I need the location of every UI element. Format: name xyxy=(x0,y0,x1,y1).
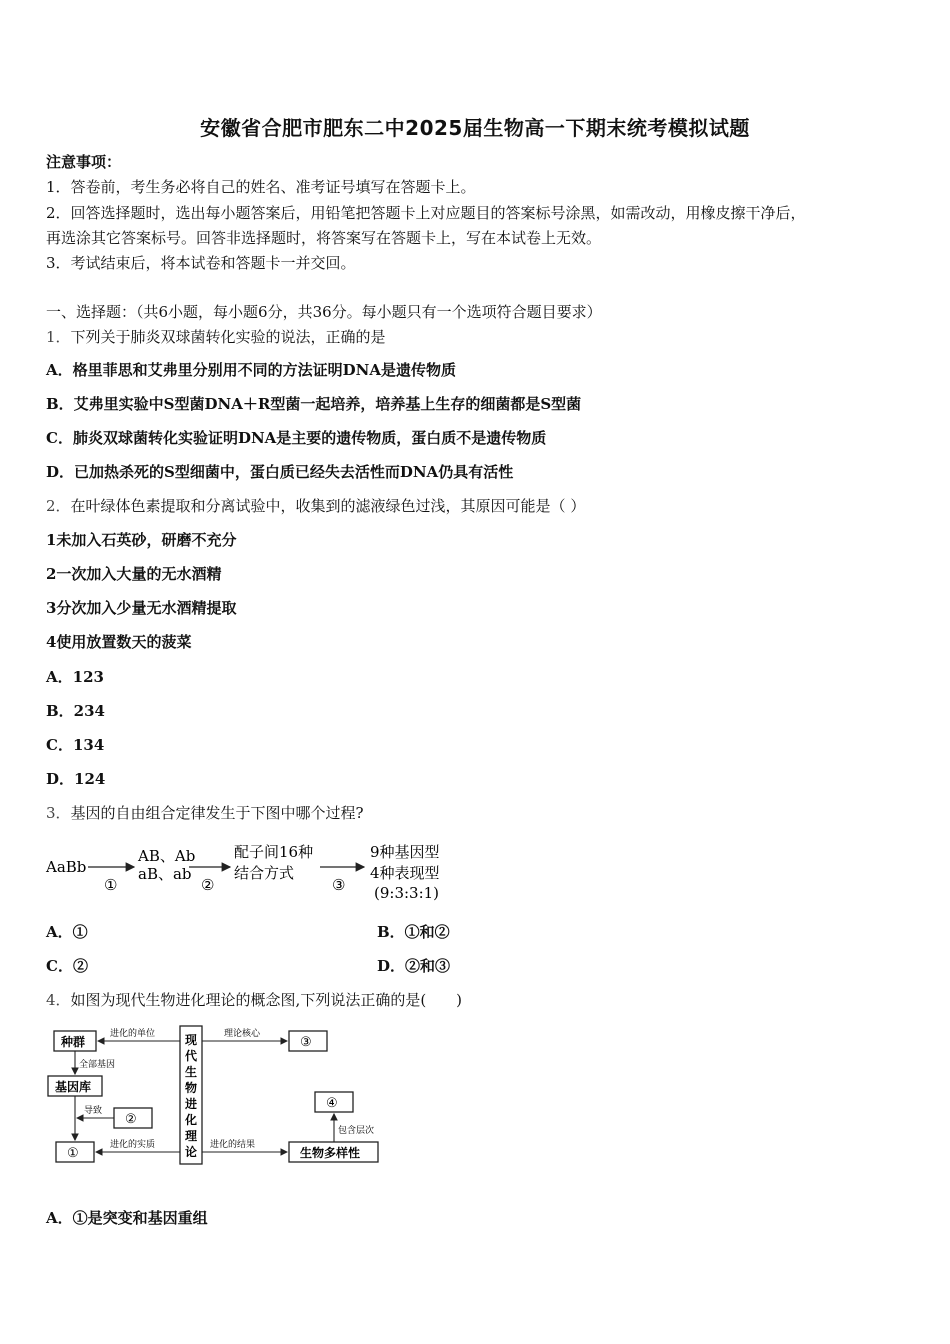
question-number: 4． xyxy=(46,991,71,1009)
q2-item-1: 1未加入石英砂，研磨不充分 xyxy=(46,531,237,549)
label-1: ① xyxy=(67,1146,79,1161)
label-2: ② xyxy=(125,1112,137,1127)
q3-option-b: B．①和② xyxy=(377,923,450,941)
combination-label-2: 结合方式 xyxy=(234,864,295,882)
center-char: 代 xyxy=(185,1049,198,1063)
diversity-label: 生物多样性 xyxy=(300,1146,361,1160)
notice-item: 1．答卷前，考生务必将自己的姓名、准考证号填写在答题卡上。 xyxy=(46,178,476,196)
label-4: ④ xyxy=(326,1096,338,1111)
gamete-label-1: AB、Ab xyxy=(138,847,196,865)
result-label-3: (9:3:3:1) xyxy=(374,884,440,902)
center-char: 物 xyxy=(185,1081,198,1095)
combination-label-1: 配子间16种 xyxy=(234,843,314,861)
q4-concept-map xyxy=(44,1022,389,1170)
center-char: 论 xyxy=(185,1145,198,1159)
label-evolution-essence: 进化的实质 xyxy=(110,1140,156,1150)
q2-option-d: D．124 xyxy=(46,770,106,788)
q1-option-a: A．格里菲思和艾弗里分别用不同的方法证明DNA是遗传物质 xyxy=(46,361,456,379)
q1-option-b: B．艾弗里实验中S型菌DNA＋R型菌一起培养，培养基上生存的细菌都是S型菌 xyxy=(46,395,582,413)
page-title: 安徽省合肥市肥东二中2025届生物高一下期末统考模拟试题 xyxy=(200,116,750,140)
notice-item: 3．考试结束后，将本试卷和答题卡一并交回。 xyxy=(46,254,356,272)
q1-option-c: C．肺炎双球菌转化实验证明DNA是主要的遗传物质，蛋白质不是遗传物质 xyxy=(46,429,547,447)
question-number: 2． xyxy=(46,497,71,515)
q3-option-a: A．① xyxy=(46,923,88,941)
gene-pool-label: 基因库 xyxy=(55,1080,92,1094)
question-text: 基因的自由组合定律发生于下图中哪个过程? xyxy=(70,804,364,822)
q2-item-2: 2一次加入大量的无水酒精 xyxy=(46,565,222,583)
section-heading: 一、选择题：（共6小题，每小题6分，共36分。每小题只有一个选项符合题目要求） xyxy=(46,303,602,321)
question-text: 下列关于肺炎双球菌转化实验的说法，正确的是 xyxy=(70,328,386,346)
label-theory-core: 理论核心 xyxy=(224,1029,261,1039)
label-3: ③ xyxy=(300,1035,312,1050)
population-label: 种群 xyxy=(61,1035,86,1049)
question-2-stem xyxy=(46,496,585,516)
label-evolution-unit: 进化的单位 xyxy=(110,1029,156,1039)
notice-item: 2．回答选择题时，选出每小题答案后，用铅笔把答题卡上对应题目的答案标号涂黑，如需改动，用橡皮擦干净后， xyxy=(46,204,806,222)
q3-process-diagram xyxy=(44,838,464,906)
center-char: 化 xyxy=(185,1113,198,1127)
question-text: 如图为现代生物进化理论的概念图,下列说法正确的是( ) xyxy=(70,991,463,1009)
center-char: 现 xyxy=(185,1033,198,1047)
q2-option-b: B．234 xyxy=(46,702,105,720)
step-3-label: ③ xyxy=(332,876,346,894)
q3-option-d: D．②和③ xyxy=(377,957,451,975)
q2-item-3: 3分次加入少量无水酒精提取 xyxy=(46,599,237,617)
center-char: 理 xyxy=(185,1129,198,1143)
question-text: 在叶绿体色素提取和分离试验中，收集到的滤液绿色过浅，其原因可能是（ ） xyxy=(70,497,586,515)
center-char: 生 xyxy=(185,1065,198,1079)
question-4-stem xyxy=(46,990,462,1010)
label-cause: 导致 xyxy=(84,1106,103,1116)
notice-item: 再选涂其它答案标号。回答非选择题时，将答案写在答题卡上，写在本试卷上无效。 xyxy=(46,229,602,247)
question-3-stem xyxy=(46,803,364,823)
notice-heading: 注意事项： xyxy=(46,153,122,171)
q3-option-c: C．② xyxy=(46,957,88,975)
question-number: 3． xyxy=(46,804,71,822)
result-label-1: 9种基因型 xyxy=(370,843,440,861)
question-number: 1． xyxy=(46,328,71,346)
question-1-stem xyxy=(46,327,386,347)
genotype-start-label: AaBb xyxy=(46,858,87,876)
label-all-genes: 全部基因 xyxy=(79,1060,116,1070)
q4-option-a: A．①是突变和基因重组 xyxy=(46,1209,208,1227)
q1-option-d: D．已加热杀死的S型细菌中，蛋白质已经失去活性而DNA仍具有活性 xyxy=(46,463,514,481)
step-2-label: ② xyxy=(201,876,215,894)
q2-option-c: C．134 xyxy=(46,736,105,754)
center-char: 进 xyxy=(185,1097,198,1111)
label-evolution-result: 进化的结果 xyxy=(210,1140,256,1150)
gamete-label-2: aB、ab xyxy=(138,865,192,883)
result-label-2: 4种表现型 xyxy=(370,864,440,882)
step-1-label: ① xyxy=(104,876,118,894)
q2-option-a: A．123 xyxy=(46,668,104,686)
q2-item-4: 4使用放置数天的菠菜 xyxy=(46,633,192,651)
label-levels: 包含层次 xyxy=(338,1126,375,1136)
